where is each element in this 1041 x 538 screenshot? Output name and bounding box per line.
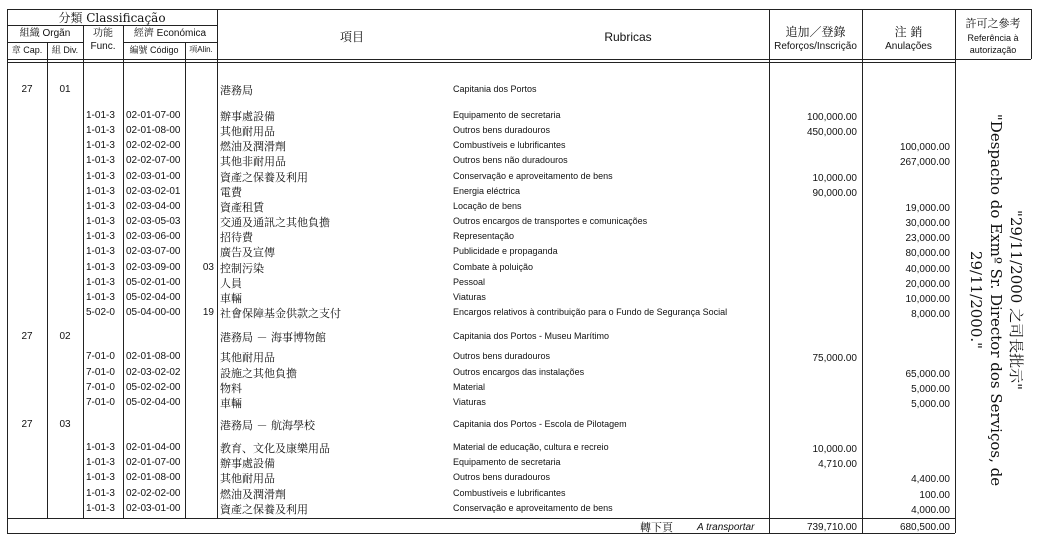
cell-item: 燃油及潤滑劑: [220, 140, 286, 153]
cell-func: 5-02-0: [86, 307, 115, 318]
cell-rubrica: Combustíveis e lubrificantes: [453, 140, 566, 150]
cell-anulacoes: 65,000.00: [905, 369, 950, 380]
rule: [7, 42, 83, 43]
cell-rubrica: Conservação e aproveitamento de bens: [453, 171, 613, 181]
cell-anulacoes: 100.00: [919, 490, 950, 501]
cell-rubrica: Conservação e aproveitamento de bens: [453, 503, 613, 513]
cell-item: 辦事處設備: [220, 457, 275, 470]
cell-item: 港務局 － 海事博物館: [220, 331, 326, 344]
cell-func: 1-01-3: [86, 171, 115, 182]
rule: [7, 59, 1031, 60]
cell-reforcos: 10,000.00: [812, 173, 857, 184]
cell-code: 02-01-08-00: [126, 125, 181, 136]
cell-code: 05-02-04-00: [126, 397, 181, 408]
cell-code: 02-02-02-00: [126, 488, 181, 499]
cell-item: 交通及通訊之其他負擔: [220, 216, 330, 229]
rule: [7, 62, 955, 63]
cell-func: 1-01-3: [86, 457, 115, 468]
cell-anulacoes: 267,000.00: [899, 157, 950, 168]
cell-code: 02-03-09-00: [126, 262, 181, 273]
cell-item: 資產之保養及利用: [220, 503, 308, 516]
cell-item: 廣告及宣傳: [220, 246, 275, 259]
cell-rubrica: Outros encargos de transportes e comunicações: [453, 216, 648, 226]
cell-func: 1-01-3: [86, 277, 115, 288]
header-ref-pt2: autorização: [969, 45, 1017, 55]
cell-func: 1-01-3: [86, 442, 115, 453]
cell-item: 教育、文化及康樂用品: [220, 442, 330, 455]
cell-rubrica: Outros encargos das instalações: [453, 367, 585, 377]
cell-reforcos: 100,000.00: [806, 112, 857, 123]
cell-anulacoes: 30,000.00: [905, 218, 950, 229]
cell-rubrica: Material: [453, 382, 486, 392]
cell-rubrica: Locação de bens: [453, 201, 522, 211]
cell-func: 1-01-3: [86, 110, 115, 121]
cell-rubrica: Capitania dos Portos: [453, 84, 537, 94]
cell-code: 02-03-04-00: [126, 201, 181, 212]
header-div: 組 Div.: [51, 45, 79, 55]
cell-div: 02: [59, 331, 71, 342]
cell-code: 05-02-01-00: [126, 277, 181, 288]
header-func-pt: Func.: [90, 41, 116, 52]
cell-item: 控制污染: [220, 262, 264, 275]
cell-code: 05-02-02-00: [126, 382, 181, 393]
cell-func: 1-01-3: [86, 140, 115, 151]
cell-code: 02-03-06-00: [126, 231, 181, 242]
header-economica: 經濟 Económica: [133, 28, 207, 39]
cell-item: 車輛: [220, 292, 242, 305]
cell-cap: 27: [21, 331, 33, 342]
cell-code: 02-01-07-00: [126, 457, 181, 468]
cell-reforcos: 75,000.00: [812, 353, 857, 364]
authorization-line1: "29/11/2000 之司長批示": [1007, 209, 1025, 391]
cell-code: 02-03-07-00: [126, 246, 181, 257]
cell-func: 1-01-3: [86, 216, 115, 227]
header-cap: 章 Cap.: [11, 45, 43, 55]
cell-alin: 19: [202, 307, 214, 318]
cell-func: 1-01-3: [86, 262, 115, 273]
cell-anulacoes: 10,000.00: [905, 294, 950, 305]
cell-item: 資產租賃: [220, 201, 264, 214]
cell-anulacoes: 23,000.00: [905, 233, 950, 244]
header-func-zh: 功能: [93, 28, 113, 39]
cell-div: 03: [59, 419, 71, 430]
cell-cap: 27: [21, 419, 33, 430]
cell-anulacoes: 100,000.00: [899, 142, 950, 153]
footer-total-reforcos: 739,710.00: [806, 522, 857, 533]
cell-item: 港務局 － 航海學校: [220, 419, 315, 432]
cell-anulacoes: 5,000.00: [911, 384, 950, 395]
cell-div: 01: [59, 84, 71, 95]
cell-anulacoes: 5,000.00: [911, 399, 950, 410]
cell-func: 1-01-3: [86, 231, 115, 242]
authorization-reference: [955, 80, 1037, 520]
cell-func: 1-01-3: [86, 292, 115, 303]
header-codigo: 編號 Código: [129, 45, 179, 55]
cell-code: 02-03-01-00: [126, 171, 181, 182]
cell-rubrica: Outros bens duradouros: [453, 472, 551, 482]
cell-rubrica: Viaturas: [453, 292, 486, 302]
cell-cap: 27: [21, 84, 33, 95]
cell-anulacoes: 8,000.00: [911, 309, 950, 320]
rule: [217, 9, 218, 518]
cell-code: 05-02-04-00: [126, 292, 181, 303]
cell-rubrica: Encargos relativos à contribuição para o Fundo de Segurança Social: [453, 307, 728, 317]
rule: [7, 533, 955, 534]
header-reforcos-zh: 追加／登錄: [785, 25, 846, 39]
cell-reforcos: 450,000.00: [806, 127, 857, 138]
cell-code: 02-01-07-00: [126, 110, 181, 121]
cell-item: 設施之其他負擔: [220, 367, 297, 380]
cell-anulacoes: 4,000.00: [911, 505, 950, 516]
rule: [123, 42, 217, 43]
cell-anulacoes: 40,000.00: [905, 264, 950, 275]
cell-rubrica: Pessoal: [453, 277, 486, 287]
cell-func: 1-01-3: [86, 155, 115, 166]
header-items-zh: 項目: [339, 30, 364, 44]
cell-rubrica: Capitania dos Portos - Museu Marítimo: [453, 331, 610, 341]
cell-code: 02-03-01-00: [126, 503, 181, 514]
cell-item: 車輛: [220, 397, 242, 410]
cell-func: 7-01-0: [86, 382, 115, 393]
cell-rubrica: Publicidade e propaganda: [453, 246, 558, 256]
cell-item: 招待費: [220, 231, 253, 244]
footer-label-zh: 轉下頁: [640, 521, 673, 534]
cell-item: 電費: [220, 186, 242, 199]
rule: [123, 25, 124, 518]
rule: [47, 42, 48, 518]
cell-code: 02-01-08-00: [126, 472, 181, 483]
header-classificacao: 分類 Classificação: [58, 11, 166, 25]
cell-rubrica: Outros bens duradouros: [453, 351, 551, 361]
header-rubricas: Rubricas: [604, 30, 652, 44]
cell-rubrica: Representação: [453, 231, 515, 241]
cell-reforcos: 4,710.00: [818, 459, 857, 470]
cell-anulacoes: 20,000.00: [905, 279, 950, 290]
header-anulacoes-pt: Anulações: [885, 41, 932, 52]
cell-rubrica: Viaturas: [453, 397, 486, 407]
cell-func: 7-01-0: [86, 367, 115, 378]
cell-func: 7-01-0: [86, 351, 115, 362]
header-anulacoes-zh: 注 銷: [894, 25, 923, 39]
cell-rubrica: Material de educação, cultura e recreio: [453, 442, 609, 452]
footer-label-pt: A transportar: [697, 522, 755, 533]
cell-anulacoes: 80,000.00: [905, 248, 950, 259]
rule: [1031, 9, 1032, 59]
cell-func: 1-01-3: [86, 125, 115, 136]
rule: [185, 42, 186, 518]
cell-rubrica: Combustíveis e lubrificantes: [453, 488, 566, 498]
cell-item: 辦事處設備: [220, 110, 275, 123]
authorization-text: [966, 114, 1026, 486]
cell-func: 1-01-3: [86, 186, 115, 197]
cell-item: 資產之保養及利用: [220, 171, 308, 184]
cell-func: 1-01-3: [86, 488, 115, 499]
authorization-line2: "Despacho do Exmº Sr. Director dos Serviços, de: [987, 113, 1005, 487]
cell-rubrica: Outros bens não duradouros: [453, 155, 568, 165]
cell-func: 1-01-3: [86, 246, 115, 257]
cell-rubrica: Capitania dos Portos - Escola de Pilotagem: [453, 419, 627, 429]
cell-code: 02-03-02-01: [126, 186, 181, 197]
rule: [7, 518, 955, 519]
cell-code: 02-01-08-00: [126, 351, 181, 362]
cell-func: 7-01-0: [86, 397, 115, 408]
cell-item: 其他耐用品: [220, 125, 275, 138]
header-organ: 組織 Orgãn: [19, 28, 71, 39]
cell-rubrica: Equipamento de secretaria: [453, 110, 561, 120]
cell-reforcos: 10,000.00: [812, 444, 857, 455]
cell-item: 港務局: [220, 84, 253, 97]
cell-item: 物料: [220, 382, 242, 395]
footer-total-anulacoes: 680,500.00: [899, 522, 950, 533]
cell-item: 燃油及潤滑劑: [220, 488, 286, 501]
cell-anulacoes: 4,400.00: [911, 474, 950, 485]
cell-alin: 03: [202, 262, 214, 273]
cell-code: 02-02-02-00: [126, 140, 181, 151]
rule: [7, 25, 217, 26]
cell-rubrica: Equipamento de secretaria: [453, 457, 561, 467]
cell-reforcos: 90,000.00: [812, 188, 857, 199]
authorization-line3: 29/11/2000.": [967, 250, 985, 350]
rule: [83, 25, 84, 518]
cell-item: 其他耐用品: [220, 472, 275, 485]
cell-code: 02-03-05-03: [126, 216, 181, 227]
cell-func: 1-01-3: [86, 201, 115, 212]
cell-item: 人員: [220, 277, 242, 290]
cell-rubrica: Energia eléctrica: [453, 186, 521, 196]
cell-item: 其他耐用品: [220, 351, 275, 364]
header-alin: 項Alin.: [189, 45, 213, 54]
cell-rubrica: Outros bens duradouros: [453, 125, 551, 135]
cell-item: 其他非耐用品: [220, 155, 286, 168]
cell-func: 1-01-3: [86, 472, 115, 483]
header-reforcos-pt: Reforços/Inscrição: [774, 41, 857, 52]
cell-code: 02-02-07-00: [126, 155, 181, 166]
header-ref-zh: 許可之參考: [965, 17, 1021, 30]
header-ref-pt1: Referência à: [967, 33, 1019, 43]
cell-code: 02-03-02-02: [126, 367, 181, 378]
rule: [7, 9, 1031, 10]
cell-rubrica: Combate à poluição: [453, 262, 534, 272]
cell-code: 05-04-00-00: [126, 307, 181, 318]
cell-func: 1-01-3: [86, 503, 115, 514]
cell-code: 02-01-04-00: [126, 442, 181, 453]
cell-anulacoes: 19,000.00: [905, 203, 950, 214]
cell-item: 社會保障基金供款之支付: [220, 307, 341, 320]
